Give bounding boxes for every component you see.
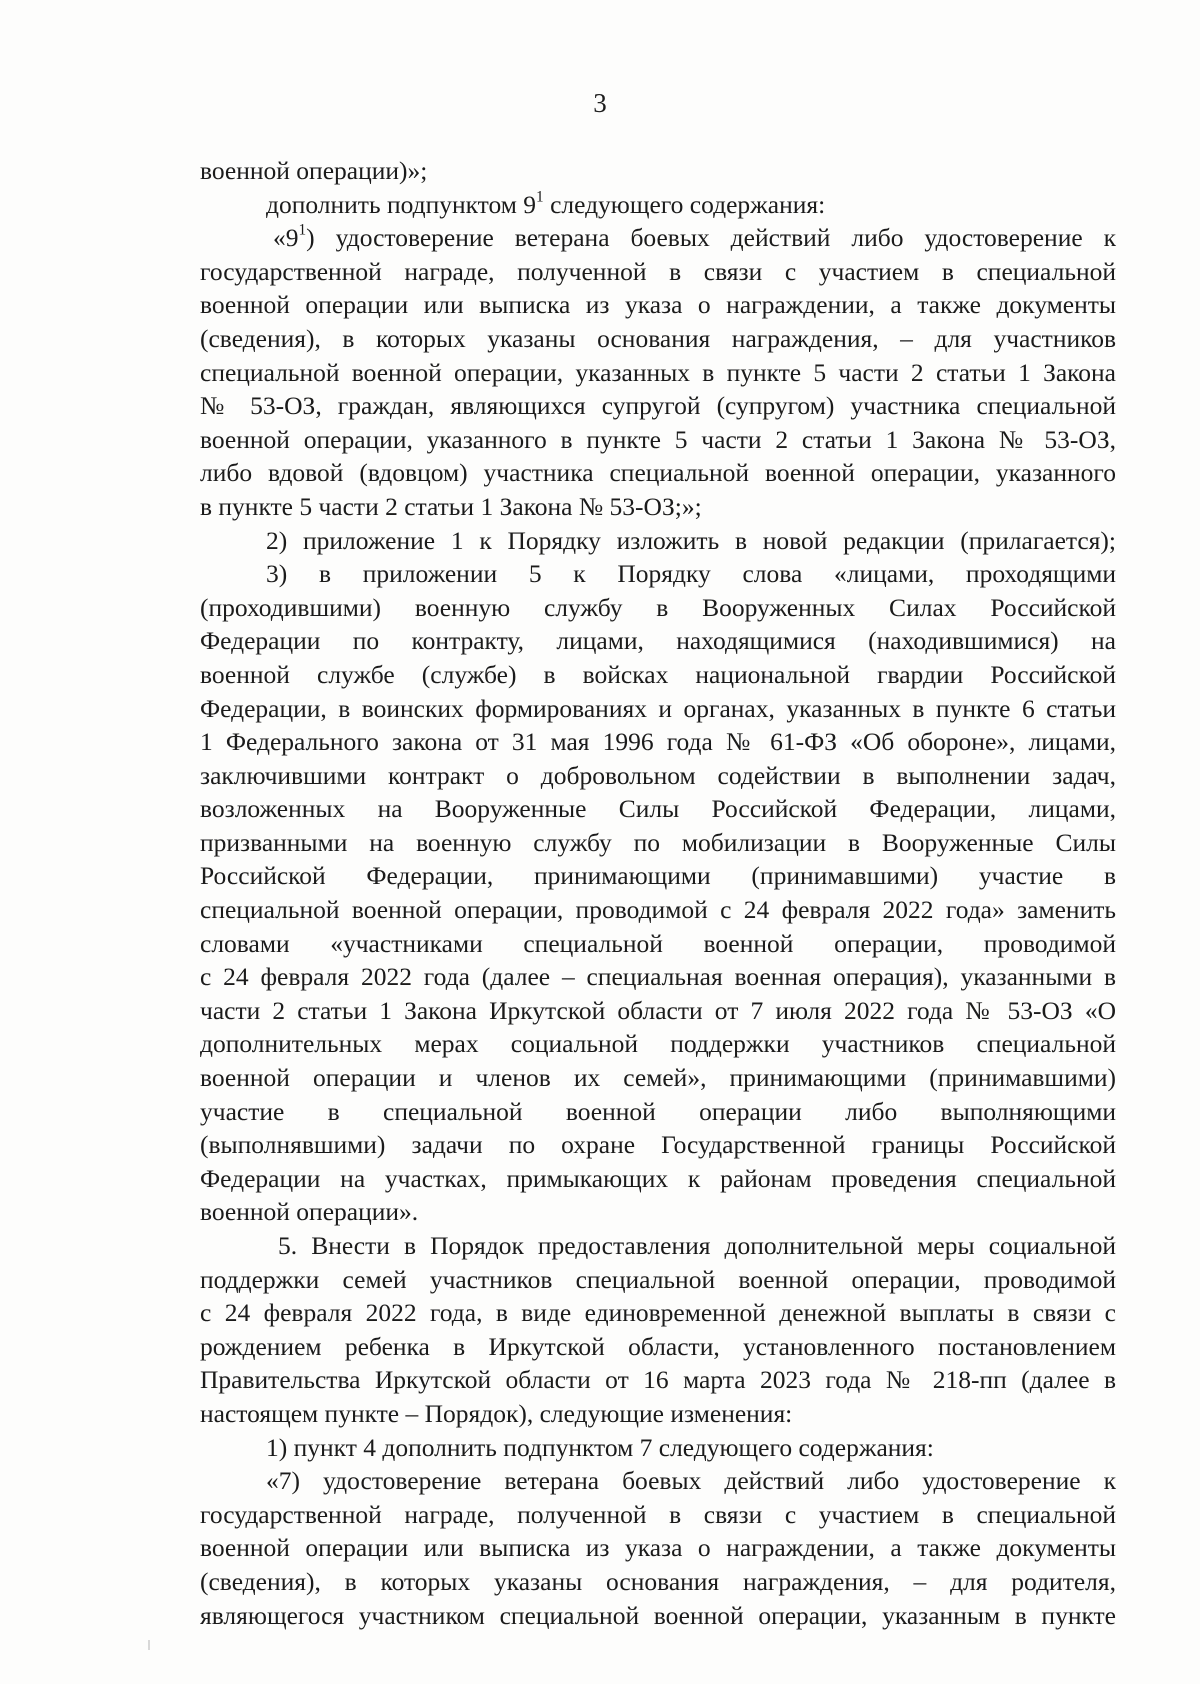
text-line <box>200 725 1116 759</box>
text-line <box>200 188 1116 222</box>
text-line-content: государственной награде, полученной в связи с участием в специальной <box>200 1499 1116 1529</box>
text-line <box>200 624 1116 658</box>
text-line <box>200 658 1116 692</box>
text-line-content: настоящем пункте – Порядок), следующие изменения: <box>200 1398 793 1428</box>
text-line <box>200 1498 1116 1532</box>
text-line <box>200 927 1116 961</box>
text-line-content: в пункте 5 части 2 статьи 1 Закона № 53-ОЗ;»; <box>200 491 702 521</box>
text-line <box>200 1263 1116 1297</box>
text-line <box>200 423 1116 457</box>
page-number: 3 <box>593 88 607 118</box>
text-line-content: (сведения), в которых указаны основания награждения, – для родителя, <box>200 1566 1116 1596</box>
text-line <box>200 154 1116 188</box>
text-line-content: «7) удостоверение ветерана боевых действий либо удостоверение к <box>266 1466 1116 1496</box>
text-line <box>200 994 1116 1028</box>
text-line-content: с 24 февраля 2022 года, в виде единовременной денежной выплаты в связи с <box>200 1298 1116 1328</box>
text-line-content: специальной военной операции, указанных в пункте 5 части 2 статьи 1 Закона <box>200 357 1116 387</box>
text-line-content: военной службе (службе) в войсках национальной гвардии Российской <box>200 659 1116 689</box>
text-line-content: Российской Федерации, принимающими (принимавшими) участие в <box>200 861 1116 891</box>
text-line <box>200 759 1116 793</box>
text-line <box>200 826 1116 860</box>
text-line-content: Федерации по контракту, лицами, находящимися (находившимися) на <box>200 626 1116 656</box>
text-line <box>200 1229 1116 1263</box>
text-line-content: возложенных на Вооруженные Силы Российской Федерации, лицами, <box>200 794 1116 824</box>
superscript: 1 <box>536 188 544 206</box>
text-line-content: 5. Внести в Порядок предоставления дополнительной меры социальной <box>278 1231 1116 1260</box>
text-line-content: поддержки семей участников специальной военной операции, проводимой <box>200 1264 1116 1294</box>
text-line <box>200 1095 1116 1129</box>
text-line <box>200 1397 1116 1431</box>
text-line-continuation: ) удостоверение ветерана боевых действий либо удостоверение к <box>306 223 1116 253</box>
text-line-content: с 24 февраля 2022 года (далее – специальная военная операция), указанными в <box>200 962 1116 992</box>
text-line <box>200 1128 1116 1162</box>
text-line-content: рождением ребенка в Иркутской области, установленного постановлением <box>200 1331 1116 1361</box>
text-line <box>200 1061 1116 1095</box>
text-line <box>200 1464 1116 1498</box>
text-line <box>200 1431 1116 1465</box>
text-line <box>200 389 1116 423</box>
text-line <box>200 1027 1116 1061</box>
text-line-content: военной операции и членов их семей», принимающими (принимавшими) <box>200 1063 1116 1093</box>
text-line <box>200 792 1116 826</box>
text-line <box>200 557 1116 591</box>
text-line <box>200 288 1116 322</box>
text-line-content: Федерации на участках, примыкающих к районам проведения специальной <box>200 1163 1116 1193</box>
text-line <box>200 490 1116 524</box>
text-line <box>200 1565 1116 1599</box>
text-line-content: Федерации, в воинских формированиях и органах, указанных в пункте 6 статьи <box>200 693 1116 723</box>
scan-edge-mark <box>148 1640 150 1650</box>
text-line-content: части 2 статьи 1 Закона Иркутской области от 7 июля 2022 года № 53-ОЗ «О <box>200 995 1116 1025</box>
text-line-content: словами «участниками специальной военной операции, проводимой <box>200 928 1116 958</box>
text-line <box>200 221 1116 255</box>
text-line <box>200 456 1116 490</box>
text-line <box>200 692 1116 726</box>
text-line-continuation: следующего содержания: <box>543 189 826 219</box>
text-line <box>200 322 1116 356</box>
text-line-content: призванными на военную службу по мобилизации в Вооруженные Силы <box>200 827 1116 857</box>
text-line-content: военной операции или выписка из указа о награждении, а также документы <box>200 1533 1116 1563</box>
text-line <box>200 1330 1116 1364</box>
text-line-content: дополнительных мерах социальной поддержки участников специальной <box>200 1029 1116 1059</box>
text-line <box>200 591 1116 625</box>
text-line-content: 1) пункт 4 дополнить подпунктом 7 следующего содержания: <box>266 1432 934 1462</box>
text-line-content: военной операции, указанного в пункте 5 части 2 статьи 1 Закона № 53-ОЗ, <box>200 424 1116 454</box>
text-line-content: дополнить подпунктом 9 <box>266 189 537 219</box>
text-line-content: «9 <box>273 223 299 253</box>
text-line-content: 2) приложение 1 к Порядку изложить в новой редакции (прилагается); <box>266 525 1116 555</box>
text-line <box>200 960 1116 994</box>
text-line-content: № 53-ОЗ, граждан, являющихся супругой (супругом) участника специальной <box>200 391 1116 421</box>
document-body <box>200 154 1116 1632</box>
text-line <box>200 1531 1116 1565</box>
text-line <box>200 1599 1116 1633</box>
superscript: 1 <box>298 221 307 239</box>
text-line-content: военной операции». <box>200 1197 419 1227</box>
text-line-content: заключившими контракт о добровольном содействии в выполнении задач, <box>200 760 1116 790</box>
text-line-content: (сведения), в которых указаны основания награждения, – для участников <box>200 323 1116 353</box>
text-line-content: Правительства Иркутской области от 16 марта 2023 года № 218-пп (далее в <box>200 1365 1116 1395</box>
text-line <box>200 1296 1116 1330</box>
text-line-content: либо вдовой (вдовцом) участника специальной военной операции, указанного <box>200 458 1116 488</box>
text-line-content: военной операции или выписка из указа о награждении, а также документы <box>200 290 1116 320</box>
text-line-content: 1 Федерального закона от 31 мая 1996 года № 61-ФЗ «Об обороне», лицами, <box>200 727 1116 757</box>
text-line <box>200 255 1116 289</box>
text-line <box>200 859 1116 893</box>
text-line-content: (выполнявшими) задачи по охране Государственной границы Российской <box>200 1130 1116 1160</box>
text-line <box>200 1195 1116 1229</box>
text-line-content: 3) в приложении 5 к Порядку слова «лицами, проходящими <box>266 559 1116 589</box>
text-line <box>200 1363 1116 1397</box>
text-line-content: государственной награде, полученной в связи с участием в специальной <box>200 256 1116 286</box>
text-line <box>200 893 1116 927</box>
text-line-content: являющегося участником специальной военной операции, указанным в пункте <box>200 1600 1116 1630</box>
text-line <box>200 356 1116 390</box>
text-line-content: участие в специальной военной операции либо выполняющими <box>200 1096 1116 1126</box>
text-line <box>200 1162 1116 1196</box>
text-line-content: специальной военной операции, проводимой с 24 февраля 2022 года» заменить <box>200 895 1116 925</box>
text-line-content: военной операции)»; <box>200 156 428 185</box>
text-line <box>200 524 1116 558</box>
text-line-content: (проходившими) военную службу в Вооруженных Силах Российской <box>200 592 1116 622</box>
